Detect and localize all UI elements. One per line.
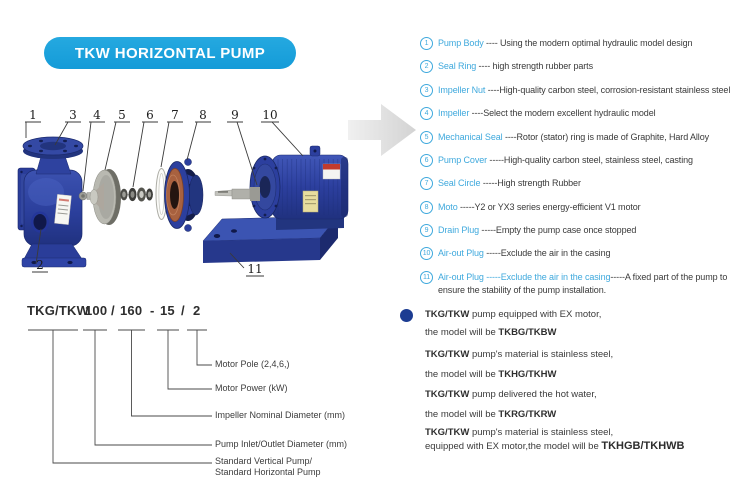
item-text: Drain Plug -----Empty the pump case once stopped bbox=[438, 225, 637, 235]
part-number-label: 1 bbox=[29, 108, 37, 122]
pump-cover-shape bbox=[165, 159, 204, 232]
part-number-label: 2 bbox=[36, 258, 44, 272]
impeller-nut-shape bbox=[79, 192, 87, 200]
item-text: Air-out Plug -----Exclude the air in the casing bbox=[438, 248, 611, 258]
model-note-line: TKG/TKW pump delivered the hot water, bbox=[425, 389, 597, 400]
item-number-badge: 9 bbox=[420, 224, 433, 237]
part-number-label: 7 bbox=[171, 108, 179, 122]
parts-list-item bbox=[420, 247, 756, 260]
page-title: TKW HORIZONTAL PUMP bbox=[74, 44, 266, 62]
motor-nameplate bbox=[303, 191, 318, 212]
part-number-label: 11 bbox=[247, 262, 263, 276]
model-note-line: the model will be TKBG/TKBW bbox=[425, 327, 557, 338]
model-code-label: Motor Pole (2,4,6,) bbox=[215, 359, 290, 369]
parts-list-item bbox=[420, 131, 756, 144]
shaft-shape bbox=[215, 187, 260, 201]
model-note-line: TKG/TKW pump's material is stainless steel, bbox=[425, 427, 614, 438]
title-banner bbox=[44, 37, 296, 69]
mechanical-seal-shape bbox=[120, 188, 153, 202]
part-number-label: 4 bbox=[93, 108, 101, 122]
item-number-badge: 11 bbox=[420, 271, 433, 284]
model-code-segment: 160 bbox=[120, 303, 143, 318]
model-note-line: the model will be TKHG/TKHW bbox=[425, 369, 557, 380]
model-note-line: TKG/TKW pump equipped with EX motor, bbox=[425, 309, 602, 320]
item-text: Air-out Plug -----Exclude the air in the casing-----A fixed part of the pump to ensure the stability of the pump installation. bbox=[438, 272, 728, 295]
model-code-label: Impeller Nominal Diameter (mm) bbox=[215, 410, 346, 420]
item-text: Seal Ring ---- high strength rubber parts bbox=[438, 61, 593, 71]
model-code-segment: - bbox=[150, 303, 155, 318]
model-code-segment: / bbox=[181, 303, 185, 318]
item-text: Seal Circle -----High strength Rubber bbox=[438, 178, 581, 188]
item-number-badge: 1 bbox=[420, 37, 433, 50]
model-code-segment: TKG/TKW bbox=[27, 303, 90, 318]
model-code-label: Motor Power (kW) bbox=[215, 383, 288, 393]
item-text: Moto -----Y2 or YX3 series energy-efficient V1 motor bbox=[438, 202, 641, 212]
parts-list-item bbox=[420, 84, 756, 97]
body-label bbox=[54, 194, 71, 224]
item-text: Impeller Nut ----High-quality carbon steel, corrosion-resistant stainless steel bbox=[438, 85, 731, 95]
motor-shape bbox=[215, 146, 348, 230]
model-note-line: equipped with EX motor,the model will be TKHGB/TKHWB bbox=[425, 440, 685, 452]
item-number-badge: 8 bbox=[420, 201, 433, 214]
parts-list-item bbox=[420, 60, 756, 73]
model-code-segment: 15 bbox=[160, 303, 175, 318]
impeller-shape bbox=[87, 169, 121, 225]
model-code-label: Pump Inlet/Outlet Diameter (mm) bbox=[215, 439, 348, 449]
part-number-label: 8 bbox=[199, 108, 207, 122]
parts-list-item bbox=[420, 201, 756, 214]
item-text: Mechanical Seal ----Rotor (stator) ring is made of Graphite, Hard Alloy bbox=[438, 132, 710, 142]
item-text: Impeller ----Select the modern excellent hydraulic model bbox=[438, 108, 656, 118]
item-number-badge: 10 bbox=[420, 247, 433, 260]
item-text: Pump Body ---- Using the modern optimal hydraulic model design bbox=[438, 38, 693, 48]
model-code-label: Standard Horizontal Pump bbox=[215, 467, 321, 477]
parts-list-item bbox=[420, 37, 756, 50]
model-code-segment: 2 bbox=[193, 303, 201, 318]
motor-label bbox=[323, 164, 340, 179]
top-flange-shape bbox=[23, 137, 83, 159]
model-note-line: the model will be TKRG/TKRW bbox=[425, 409, 557, 420]
part-number-label: 10 bbox=[262, 108, 278, 122]
item-number-badge: 7 bbox=[420, 177, 433, 190]
parts-list-item bbox=[420, 154, 756, 167]
item-number-badge: 5 bbox=[420, 131, 433, 144]
parts-list-item bbox=[420, 224, 756, 237]
parts-list-item bbox=[420, 107, 756, 120]
model-code-segment: 100 bbox=[85, 303, 108, 318]
item-number-badge: 3 bbox=[420, 84, 433, 97]
item-number-badge: 2 bbox=[420, 60, 433, 73]
item-number-badge: 4 bbox=[420, 107, 433, 120]
part-number-label: 6 bbox=[146, 108, 154, 122]
model-code-leader-lines bbox=[0, 295, 400, 495]
parts-list-item bbox=[420, 271, 756, 296]
model-code-label: Standard Vertical Pump/ bbox=[215, 456, 313, 466]
item-number-badge: 6 bbox=[420, 154, 433, 167]
pump-body-shape bbox=[18, 137, 86, 267]
bullet-icon bbox=[400, 309, 413, 322]
model-code-segment: / bbox=[111, 303, 115, 318]
model-note-line: TKG/TKW pump's material is stainless steel, bbox=[425, 349, 614, 360]
drain-port bbox=[34, 214, 47, 230]
pump-exploded-diagram bbox=[10, 96, 420, 288]
direction-arrow-icon bbox=[348, 104, 416, 156]
part-number-label: 9 bbox=[231, 108, 239, 122]
parts-list-item bbox=[420, 177, 756, 190]
part-number-label: 3 bbox=[69, 108, 77, 122]
item-text: Pump Cover -----High-quality carbon steel, stainless steel, casting bbox=[438, 155, 693, 165]
part-number-label: 5 bbox=[118, 108, 126, 122]
